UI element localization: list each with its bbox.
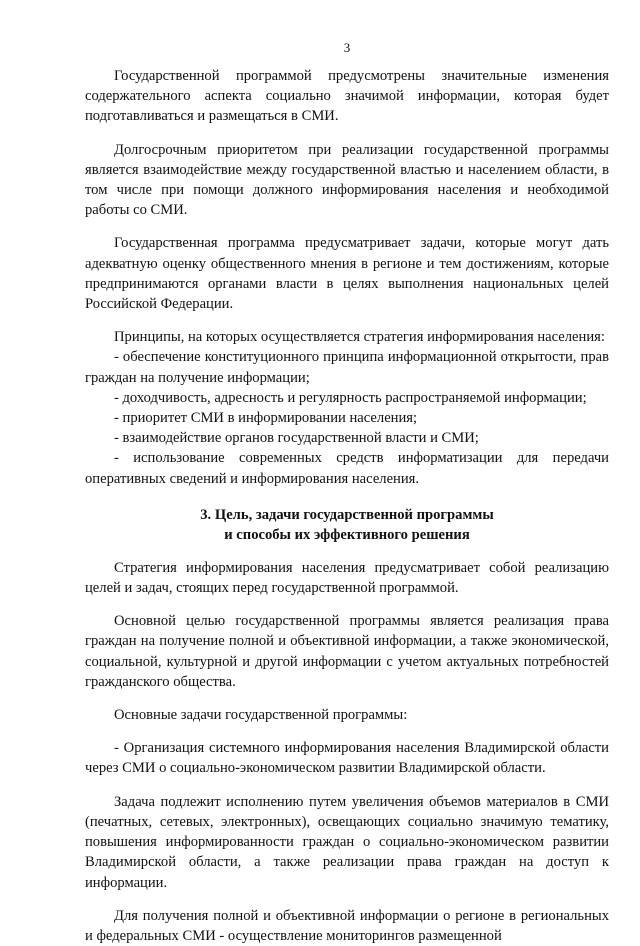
principles-list-item: - взаимодействие органов государственной власти и СМИ; (114, 430, 479, 447)
paragraph: Долгосрочным приоритетом при реализации государственной программы является взаимодействие между государственной властью и населением области, в том числе при помощи должного информирования населения и необходимой работы со СМИ. (85, 141, 609, 219)
principles-list-item: - использование современных средств информатизации для передачи оперативных сведений и информирования населения. (85, 450, 609, 487)
paragraph: Государственная программа предусматривает задачи, которые могут дать адекватную оценку общественного мнения в регионе и тем достижениям, которые предпринимаются органами власти в целях выполнения национальных целей Российской Федерации. (85, 235, 609, 313)
paragraph: Задача подлежит исполнению путем увеличения объемов материалов в СМИ (печатных, сетевых, электронных), освещающих социально значимую тематику, повышения информированности граждан о социально-экономическом развитии Владимирской области, а также реализации права граждан на доступ к информации. (85, 793, 609, 891)
paragraph: Стратегия информирования населения предусматривает собой реализацию целей и задач, стоящих перед государственной программой. (85, 559, 609, 597)
section-heading (85, 505, 609, 545)
paragraph: Государственной программой предусмотрены значительные изменения содержательного аспекта социально значимой информации, которая будет подготавливаться и размещаться в СМИ. (85, 68, 609, 125)
page-number: 3 (343, 40, 351, 55)
principles-list-item: - приоритет СМИ в информировании населения; (114, 410, 418, 427)
principles-list-item: - доходчивость, адресность и регулярность распространяемой информации; (114, 389, 587, 406)
principles-list-item: - обеспечение конституционного принципа информационной открытости, прав граждан на получение информации; (85, 349, 609, 386)
principles-intro: Принципы, на которых осуществляется стратегия информирования населения: (114, 329, 605, 346)
paragraph: Основные задачи государственной программы: (114, 707, 408, 724)
document-body (85, 66, 609, 946)
paragraph: Основной целью государственной программы является реализация права граждан на получение полной и объективной информации, а также экономической, социальной, культурной и другой информации с учетом актуальных потребностей гражданского общества. (85, 613, 609, 690)
paragraph: Для получения полной и объективной информации о регионе в региональных и федеральных СМИ - осуществление мониторингов размещенной (85, 907, 609, 944)
section-heading-line-1: 3. Цель, задачи государственной программы (200, 506, 494, 523)
document-page (85, 0, 609, 944)
section-heading-line-2: и способы их эффективного решения (224, 526, 470, 543)
task-list-item: - Организация системного информирования населения Владимирской области через СМИ о социально-экономическом развитии Владимирской области. (85, 740, 609, 777)
